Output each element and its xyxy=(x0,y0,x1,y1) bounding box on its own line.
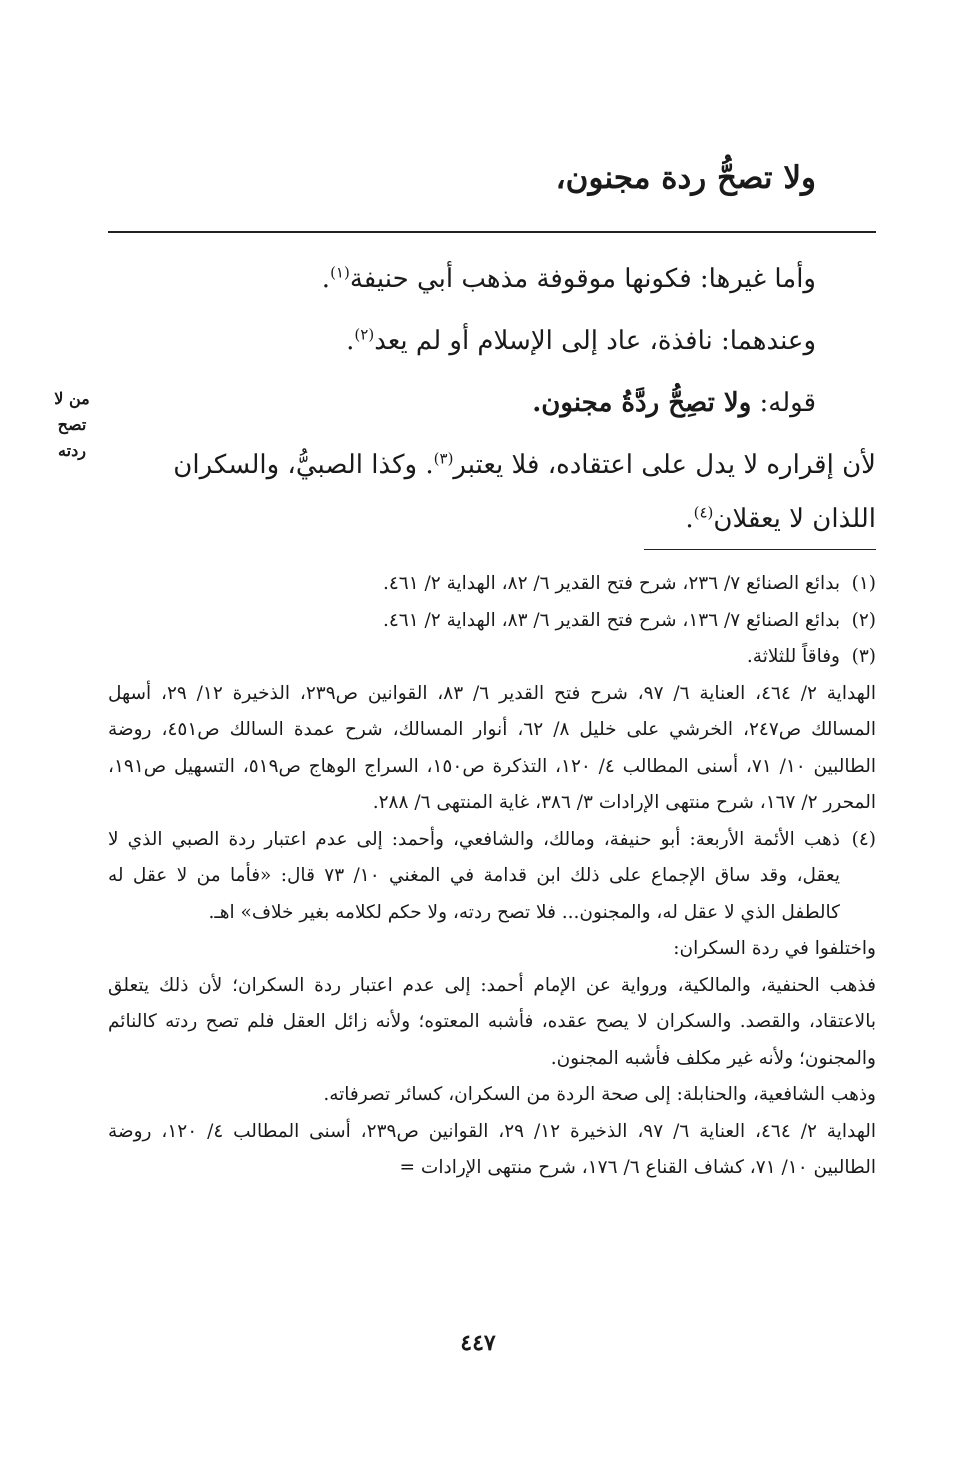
footnote-number: (١) xyxy=(851,573,876,594)
footnote-ref-3[interactable]: (٣) xyxy=(433,449,454,468)
quoted-text: ولا تصِحُّ ردَّةُ مجنون. xyxy=(532,388,752,418)
paragraph-2: وعندهما: نافذة، عاد إلى الإسلام أو لم يعد$^{(٢)}$. xyxy=(346,325,816,356)
footnote-4-line: فذهب الحنفية، والمالكية، ورواية عن الإمام أحمد: إلى عدم اعتبار ردة السكران؛ لأن ذلك يتعلق بالاعتقاد، والقصد. والسكران لا يصح عقده، فأشبه المعتوه؛ ولأنه زائل العقل فلم تصح ردته كالنائم والمجنون؛ ولأنه غير مكلف فأشبه المجنون. xyxy=(108,974,876,1069)
paragraph-3: قوله: ولا تصِحُّ ردَّةُ مجنون. xyxy=(532,388,816,418)
footnote-3: (٣) وفاقاً للثلاثة. xyxy=(108,639,876,676)
footnote-4-sources: الهداية ٢/ ٤٦٤، العناية ٦/ ٩٧، الذخيرة ١٢/ ٢٩، القوانين ص٢٣٩، أسنى المطالب ٤/ ١٢٠، روضة الطالبين ١٠/ ٧١، كشاف القناع ٦/ ١٧٦، شرح منتهى الإرادات = xyxy=(108,1120,877,1178)
running-header: ولا تصحُّ ردة مجنون، xyxy=(555,160,816,196)
margin-note: من لا تصح ردته xyxy=(54,389,90,460)
footnote-number: (٤) xyxy=(851,828,876,850)
footnote-1: (١) بدائع الصنائع ٧/ ٢٣٦، شرح فتح القدير ٦/ ٨٢، الهداية ٢/ ٤٦١. xyxy=(108,566,876,603)
footnote-4-line: واختلفوا في ردة السكران: xyxy=(673,938,876,959)
footnote-number: (٣) xyxy=(851,646,876,667)
paragraph-1: وأما غيرها: فكونها موقوفة مذهب أبي حنيفة$^{(١)}$. xyxy=(321,263,816,294)
footnote-ref-4[interactable]: (٤) xyxy=(693,503,714,522)
page-number: ٤٤٧ xyxy=(460,1330,496,1356)
footnote-4-line: وذهب الشافعية، والحنابلة: إلى صحة الردة من السكران، كسائر تصرفاته. xyxy=(323,1084,876,1105)
footnotes xyxy=(108,566,876,1187)
footnote-2: (٢) بدائع الصنائع ٧/ ١٣٦، شرح فتح القدير ٦/ ٨٣، الهداية ٢/ ٤٦١. xyxy=(108,603,876,640)
footnote-3-sources: الهداية ٢/ ٤٦٤، العناية ٦/ ٩٧، شرح فتح القدير ٦/ ٨٣، القوانين ص٢٣٩، الذخيرة ١٢/ ٢٩، أسهل المسالك ص٢٤٧، الخرشي على خليل ٨/ ٦٢، أنوار المسالك، شرح عمدة السالك ص٤٥١، روضة الطالبين ١٠/ ٧١، أسنى المطالب ٤/ ١٢٠، التذكرة ص١٥٠، السراج الوهاج ص٥١٩، التسهيل ص١٩١، المحرر ٢/ ١٦٧، شرح منتهى الإرادات ٣/ ٣٨٦، غاية المنتهى ٦/ ٢٨٨. xyxy=(108,682,876,813)
header-rule xyxy=(108,231,876,233)
footnote-4: (٤) ذهب الأئمة الأربعة: أبو حنيفة، ومالك، والشافعي، وأحمد: إلى عدم اعتبار ردة الصبي الذي لا يعقل، وقد ساق الإجماع على ذلك ابن قدامة في المغني ١٠/ ٧٣ قال: «فأما من لا عقل له كالطفل الذي لا عقل له، والمجنون... فلا تصح ردته، ولا حكم لكلامه بغير خلاف» اهـ. xyxy=(108,822,876,932)
footnote-ref-1[interactable]: (١) xyxy=(330,263,350,282)
main-text xyxy=(106,252,876,554)
footnote-number: (٢) xyxy=(851,609,876,631)
footnote-ref-2[interactable]: (٢) xyxy=(354,325,375,344)
paragraph-4: لأن إقراره لا يدل على اعتقاده، فلا يعتبر$^{(٣)}$. وكذا الصبيُّ، والسكران اللذان لا يعقلان$^{(٤)}$. xyxy=(173,449,876,534)
footnote-rule xyxy=(644,549,876,550)
